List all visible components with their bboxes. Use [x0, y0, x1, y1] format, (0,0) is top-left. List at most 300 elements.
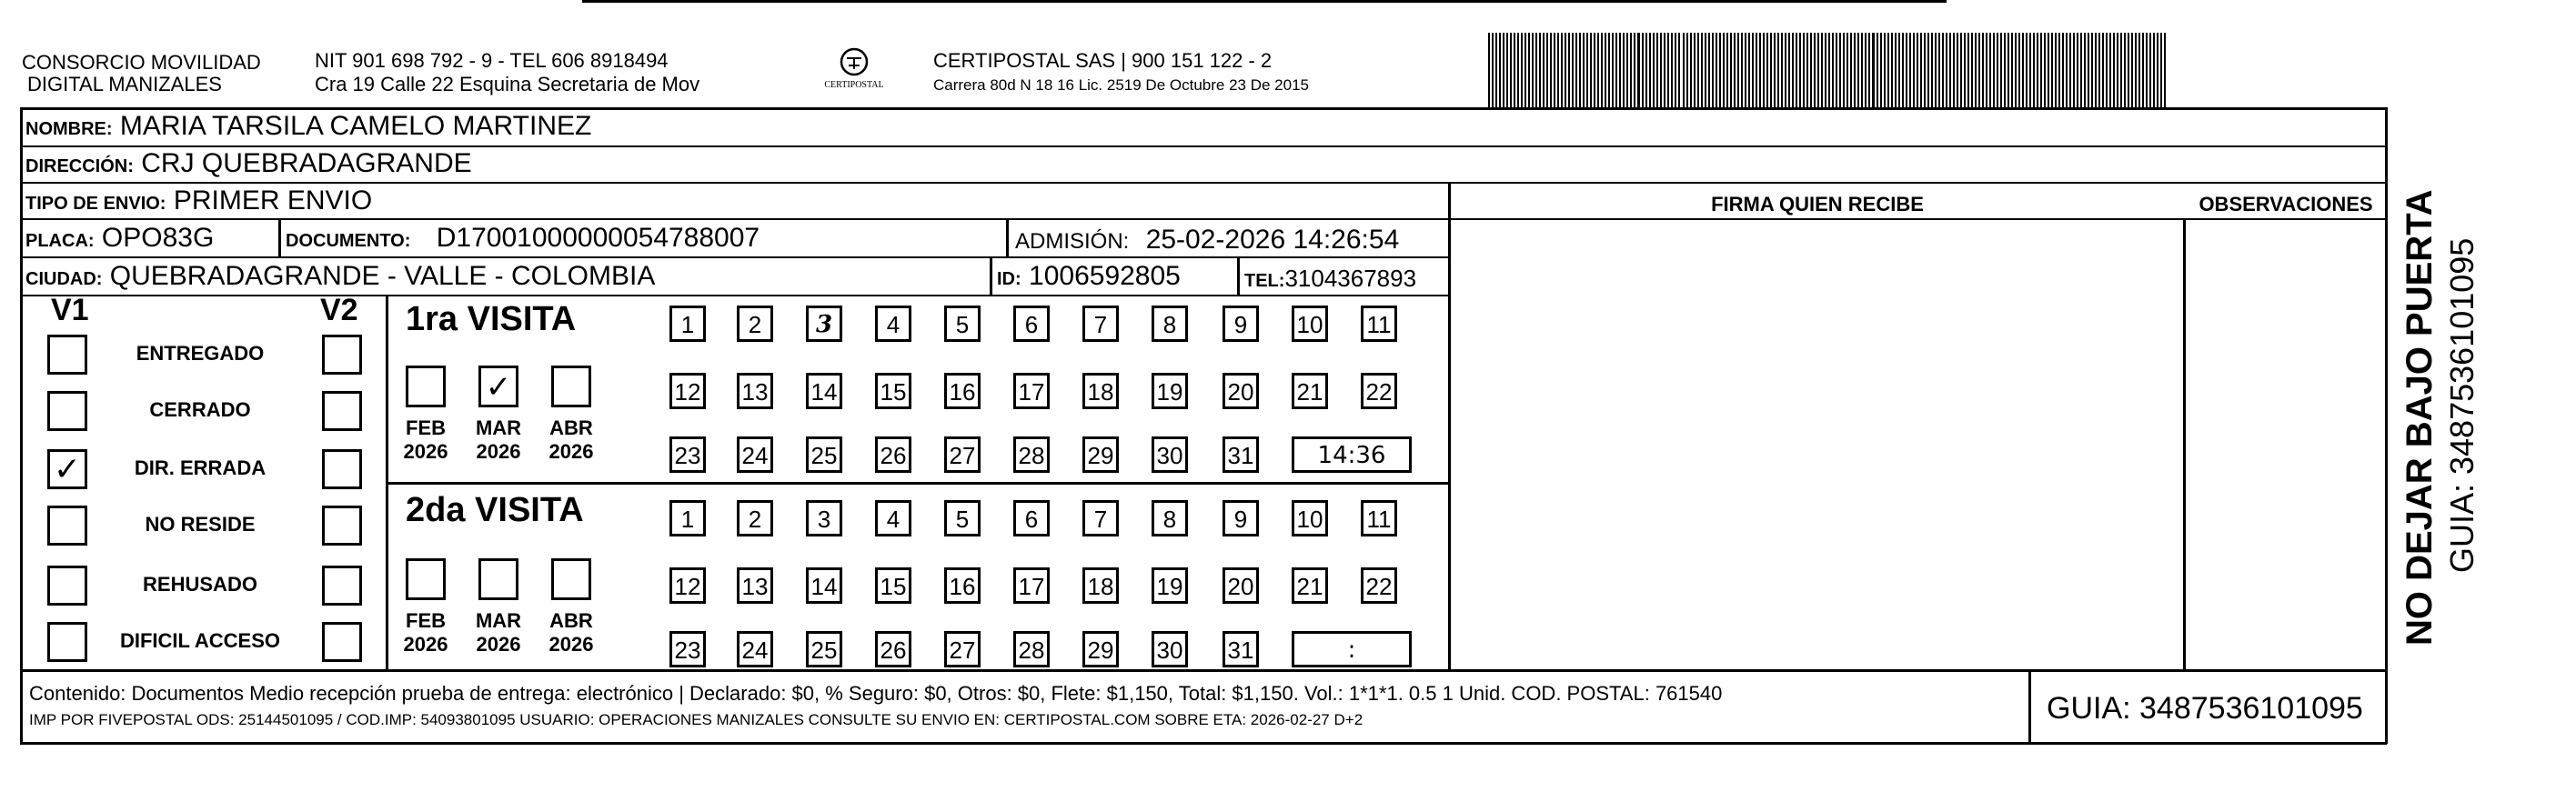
barcode-bar [1763, 33, 1765, 109]
barcode-bar [1895, 33, 1897, 109]
day-box[interactable]: 17 [1013, 567, 1050, 604]
barcode-bar [1861, 33, 1863, 109]
barcode-bar [1935, 33, 1937, 109]
barcode-bar [1726, 33, 1728, 109]
barcode-bar [1737, 33, 1739, 109]
barcode-bar [1887, 33, 1889, 109]
day-box[interactable]: 25 [806, 631, 842, 667]
barcode-bar [1828, 33, 1830, 109]
month-year: 2026 [476, 633, 521, 656]
day-box[interactable]: 15 [875, 567, 911, 604]
barcode-bar [1832, 33, 1834, 109]
barcode-bar [1597, 33, 1599, 109]
barcode-bar [2113, 33, 2115, 109]
day-box[interactable]: 14 [806, 373, 842, 409]
barcode-bar [1572, 33, 1574, 109]
day-box[interactable]: 13 [737, 567, 773, 604]
nombre-value: MARIA TARSILA CAMELO MARTINEZ [119, 111, 592, 141]
barcode-bar [1770, 33, 1772, 109]
month-year: 2026 [403, 633, 448, 656]
tel-field [1244, 263, 1416, 296]
day-box[interactable]: 5 [944, 306, 981, 342]
day-box[interactable]: 12 [669, 567, 706, 604]
frame-top [20, 107, 2387, 110]
barcode-bar [2109, 33, 2111, 109]
day-box[interactable]: 18 [1082, 373, 1119, 409]
v2-checkbox[interactable] [322, 622, 362, 662]
day-box[interactable]: 11 [1361, 500, 1397, 536]
certipostal-info: CERTIPOSTAL SAS | 900 151 122 - 2 [933, 49, 1273, 72]
barcode-bar [1877, 33, 1878, 109]
barcode-bar [2128, 33, 2129, 109]
barcode-bar [2007, 33, 2009, 109]
day-box[interactable]: 6 [1013, 500, 1050, 536]
barcode-bar [1766, 33, 1768, 109]
day-box[interactable]: 2 [737, 500, 773, 536]
barcode-bar [1891, 33, 1893, 109]
status-label: ENTREGADO [136, 342, 265, 365]
barcode-bar [1924, 33, 1926, 109]
nombre-label: NOMBRE: [25, 119, 113, 139]
barcode-bar [1656, 33, 1658, 109]
v2-checkbox[interactable] [322, 506, 362, 546]
barcode-bar [1982, 33, 1984, 109]
day-box[interactable]: 25 [806, 436, 842, 473]
day-box[interactable]: 29 [1082, 631, 1119, 667]
barcode-bar [1550, 33, 1552, 109]
barcode-bar [2058, 33, 2060, 109]
placa-value: OPO83G [101, 223, 215, 253]
barcode-bar [1615, 33, 1617, 109]
direccion-value: CRJ QUEBRADAGRANDE [141, 148, 472, 178]
barcode-bar [2033, 33, 2035, 109]
id-divider [990, 256, 992, 295]
barcode-bar [1605, 33, 1606, 109]
month-year: 2026 [403, 440, 448, 463]
barcode-bar [2138, 33, 2140, 109]
barcode-bar [2066, 33, 2068, 109]
barcode-bar [1557, 33, 1559, 109]
guia-divider [2028, 669, 2031, 744]
barcode-bar [2073, 33, 2075, 109]
day-box[interactable]: 9 [1223, 306, 1259, 342]
barcode-bar [1514, 33, 1515, 109]
barcode-bar [1634, 33, 1635, 109]
barcode-bar [1906, 33, 1907, 109]
tel-value: 3104367893 [1284, 265, 1417, 292]
status-label: CERRADO [149, 398, 251, 421]
barcode-bar [1781, 33, 1783, 109]
month-name: MAR [475, 416, 522, 439]
v1-checkbox[interactable] [47, 391, 87, 431]
day-box[interactable]: 4 [875, 500, 911, 536]
month-year: 2026 [476, 440, 521, 463]
barcode-bar [2160, 33, 2162, 109]
barcode-bar [1694, 33, 1696, 109]
barcode-bar [1619, 33, 1621, 109]
documento-value: D17001000000054788007 [436, 223, 760, 253]
barcode-bar [1748, 33, 1750, 109]
imp-text: IMP POR FIVEPOSTAL ODS: 25144501095 / COD.IMP: 54093801095 USUARIO: OPERACIONES MANIZALES CONSULTE SU ENVIO EN: CERTIPOSTAL.COM SOBRE ETA: 2026-02-27 D+2 [29, 711, 1363, 728]
barcode-bar [1510, 33, 1512, 109]
month-name: FEB [406, 416, 446, 439]
v2-checkbox[interactable] [322, 335, 362, 375]
day-box[interactable]: 3 [806, 306, 842, 342]
day-box[interactable]: 31 [1223, 436, 1259, 473]
v2-checkbox[interactable] [322, 449, 362, 489]
v2-checkbox[interactable] [322, 391, 362, 431]
placa-label: PLACA: [25, 231, 95, 251]
barcode-bar [1774, 33, 1776, 109]
barcode-bar [1678, 33, 1680, 109]
day-box[interactable]: 28 [1013, 436, 1050, 473]
month-name: MAR [475, 609, 522, 632]
barcode-bar [1942, 33, 1944, 109]
day-box[interactable]: 14 [806, 567, 842, 604]
barcode-bar [1756, 33, 1757, 109]
day-box[interactable]: 31 [1223, 631, 1259, 667]
barcode-bar [2084, 33, 2086, 109]
certipostal-license: Carrera 80d N 18 16 Lic. 2519 De Octubre 23 De 2015 [933, 76, 1309, 94]
day-box[interactable]: 5 [944, 500, 981, 536]
barcode-bar [1854, 33, 1856, 109]
barcode-bar [2153, 33, 2155, 109]
admision-value: 25-02-2026 14:26:54 [1145, 225, 1400, 255]
month-checkbox[interactable] [406, 558, 446, 600]
barcode-bar [2004, 33, 2006, 109]
barcode-bar [1671, 33, 1673, 109]
v1-checkbox[interactable]: ✓ [47, 449, 87, 489]
barcode-bar [1836, 33, 1837, 109]
day-box[interactable]: 20 [1223, 373, 1259, 409]
day-box[interactable]: 27 [944, 631, 981, 667]
status-label: DIFICIL ACCESO [119, 629, 280, 652]
barcode-bar [2146, 33, 2148, 109]
day-box[interactable]: 22 [1361, 373, 1397, 409]
barcode-bar [1880, 33, 1882, 109]
ciudad-field [25, 261, 655, 295]
day-box[interactable]: 21 [1292, 567, 1328, 604]
barcode-bar [1949, 33, 1951, 109]
month-name: FEB [406, 609, 446, 632]
barcode-bar [1964, 33, 1966, 109]
day-box[interactable]: 30 [1152, 631, 1188, 667]
barcode-bar [1957, 33, 1958, 109]
barcode-bar [1683, 33, 1685, 109]
day-box[interactable]: 10 [1292, 500, 1328, 536]
barcode-bar [1734, 33, 1736, 109]
day-box[interactable]: 4 [875, 306, 911, 342]
id-field [997, 261, 1181, 295]
frame-left [20, 107, 23, 744]
barcode-bar [2120, 33, 2122, 109]
barcode-bar [2011, 33, 2013, 109]
barcode-bar [1839, 33, 1841, 109]
visit2-title: 2da VISITA [406, 491, 584, 529]
barcode-bar [2026, 33, 2028, 109]
day-box[interactable]: 24 [737, 436, 773, 473]
day-box[interactable]: 8 [1152, 306, 1188, 342]
day-box[interactable]: 16 [944, 373, 981, 409]
barcode-bar [1492, 33, 1494, 109]
contenido-text: Contenido: Documentos Medio recepción prueba de entrega: electrónico | Declarado: $0, % Seguro: $0, Otros: $0, Flete: $1,150, Total: $1,150. Vol.: 1*1*1. 0.5 1 Unid. COD. POSTAL: 761540 [29, 682, 1723, 705]
month-year: 2026 [548, 440, 594, 463]
day-box[interactable]: 21 [1292, 373, 1328, 409]
logo-text: CERTIPOSTAL [824, 80, 884, 90]
tel-label: TEL: [1244, 271, 1285, 291]
day-box[interactable]: 28 [1013, 631, 1050, 667]
day-box[interactable]: 7 [1082, 500, 1119, 536]
day-box[interactable]: 16 [944, 567, 981, 604]
day-box[interactable]: 12 [669, 373, 706, 409]
day-box[interactable]: 11 [1361, 306, 1397, 342]
barcode-bar [1971, 33, 1973, 109]
barcode-bar [1723, 33, 1725, 109]
ciudad-label: CIUDAD: [25, 269, 103, 289]
day-box[interactable]: 1 [669, 500, 706, 536]
visit1-title: 1ra VISITA [406, 300, 577, 338]
firma-header: FIRMA QUIEN RECIBE [1711, 193, 1924, 216]
month-name: ABR [549, 609, 593, 632]
v2-checkbox[interactable] [322, 566, 362, 606]
barcode-bar [1524, 33, 1526, 109]
barcode-bar [1803, 33, 1805, 109]
col-header-line [1448, 218, 2387, 220]
barcode-bar [1920, 33, 1922, 109]
company-name-line2: DIGITAL MANIZALES [27, 73, 222, 95]
footer-line [20, 669, 2387, 672]
month-name: ABR [549, 416, 593, 439]
company-address: Cra 19 Calle 22 Esquina Secretaria de Mov [315, 73, 700, 95]
month-checkbox[interactable] [551, 558, 591, 600]
barcode-bar [2062, 33, 2064, 109]
day-box[interactable]: 22 [1361, 567, 1397, 604]
barcode-bar [1825, 33, 1826, 109]
day-box[interactable]: 20 [1223, 567, 1259, 604]
barcode-bar [1686, 33, 1688, 109]
sign-divider [1448, 182, 1451, 669]
barcode-bar [2077, 33, 2078, 109]
barcode-bar [1517, 33, 1519, 109]
barcode-bar [1967, 33, 1969, 109]
month-checkbox[interactable] [406, 366, 446, 407]
barcode-bar [1594, 33, 1595, 109]
barcode-bar [1898, 33, 1900, 109]
admision-label: ADMISIÓN: [1015, 229, 1130, 254]
barcode-bar [1953, 33, 1955, 109]
barcode-bar [1986, 33, 1987, 109]
month-checkbox[interactable] [551, 366, 591, 407]
barcode [1488, 33, 2168, 109]
month-label [544, 609, 599, 657]
barcode-bar [2157, 33, 2158, 109]
barcode-bar [2055, 33, 2057, 109]
barcode-bar [2029, 33, 2031, 109]
barcode-bar [2135, 33, 2137, 109]
day-box[interactable]: 27 [944, 436, 981, 473]
v1-checkbox[interactable] [47, 566, 87, 606]
barcode-bar [1792, 33, 1794, 109]
barcode-bar [1612, 33, 1614, 109]
v1-checkbox[interactable] [47, 506, 87, 546]
month-label [471, 416, 526, 464]
barcode-bar [1590, 33, 1592, 109]
barcode-bar [1927, 33, 1929, 109]
documento-field [286, 223, 760, 256]
barcode-bar [2088, 33, 2089, 109]
barcode-bar [1649, 33, 1651, 109]
day-box[interactable]: 3 [806, 500, 842, 536]
barcode-bar [1806, 33, 1808, 109]
footer-guia: GUIA: 3487536101095 [2047, 691, 2363, 726]
barcode-bar [1946, 33, 1947, 109]
day-box[interactable]: 7 [1082, 306, 1119, 342]
barcode-bar [1745, 33, 1746, 109]
company-name-line1: CONSORCIO MOVILIDAD [22, 51, 261, 74]
day-box[interactable]: 23 [669, 436, 706, 473]
barcode-bar [2131, 33, 2133, 109]
barcode-bar [1730, 33, 1732, 109]
row-line [20, 182, 2387, 184]
barcode-bar [2037, 33, 2038, 109]
barcode-bar [1506, 33, 1508, 109]
day-box[interactable]: 26 [875, 631, 911, 667]
barcode-bar [2051, 33, 2053, 109]
barcode-bar [1568, 33, 1570, 109]
visit-time-box[interactable]: 14:36 [1292, 436, 1412, 473]
day-box[interactable]: 13 [737, 373, 773, 409]
barcode-bar [1997, 33, 1998, 109]
visit-divider [386, 482, 1448, 485]
barcode-bar [1667, 33, 1669, 109]
v1-checkbox[interactable] [47, 335, 87, 375]
month-label [544, 416, 599, 464]
status-label: REHUSADO [143, 573, 257, 596]
barcode-bar [1521, 33, 1523, 109]
barcode-bar [1645, 33, 1647, 109]
tipo-envio-label: TIPO DE ENVIO: [25, 194, 166, 214]
v1-label: V1 [51, 293, 89, 327]
barcode-bar [1626, 33, 1628, 109]
barcode-bar [1817, 33, 1819, 109]
barcode-bar [1642, 33, 1644, 109]
day-box[interactable]: 26 [875, 436, 911, 473]
month-label [398, 609, 453, 657]
barcode-bar [1909, 33, 1911, 109]
v1-checkbox[interactable] [47, 622, 87, 662]
barcode-bar [1543, 33, 1545, 109]
certipostal-logo [817, 45, 891, 100]
barcode-bar [2117, 33, 2118, 109]
placa-divider [278, 218, 281, 256]
barcode-bar [1554, 33, 1555, 109]
month-label [471, 609, 526, 657]
side-guia: GUIA: 3487536101095 [2443, 237, 2480, 573]
barcode-bar [1608, 33, 1610, 109]
side-warning: NO DEJAR BAJO PUERTA [2400, 189, 2440, 646]
barcode-bar [1814, 33, 1816, 109]
day-box[interactable]: 19 [1152, 567, 1188, 604]
documento-label: DOCUMENTO: [286, 231, 411, 251]
barcode-bar [1993, 33, 1995, 109]
barcode-bar [2091, 33, 2093, 109]
barcode-bar [1701, 33, 1703, 109]
day-box[interactable]: 2 [737, 306, 773, 342]
day-box[interactable]: 10 [1292, 306, 1328, 342]
tipo-envio-field [25, 185, 372, 219]
company-nit: NIT 901 698 792 - 9 - TEL 606 8918494 [315, 49, 669, 72]
day-box[interactable]: 17 [1013, 373, 1050, 409]
barcode-bar [1716, 33, 1717, 109]
barcode-bar [2015, 33, 2017, 109]
ciudad-value: QUEBRADAGRANDE - VALLE - COLOMBIA [109, 261, 656, 291]
day-box[interactable]: 19 [1152, 373, 1188, 409]
barcode-bar [1759, 33, 1761, 109]
barcode-bar [2102, 33, 2104, 109]
barcode-bar [1846, 33, 1848, 109]
day-box[interactable]: 29 [1082, 436, 1119, 473]
day-box[interactable]: 30 [1152, 436, 1188, 473]
day-box[interactable]: 6 [1013, 306, 1050, 342]
barcode-bar [1978, 33, 1980, 109]
barcode-bar [1623, 33, 1625, 109]
id-label: ID: [997, 269, 1021, 289]
row-line [20, 295, 1448, 296]
barcode-bar [2044, 33, 2046, 109]
day-box[interactable]: 23 [669, 631, 706, 667]
barcode-bar [1719, 33, 1721, 109]
day-box[interactable]: 1 [669, 306, 706, 342]
frame-right [2385, 107, 2388, 744]
obs-divider [2183, 220, 2186, 669]
day-box[interactable]: 15 [875, 373, 911, 409]
direccion-label: DIRECCIÓN: [25, 156, 134, 176]
barcode-bar [1857, 33, 1859, 109]
barcode-bar [1975, 33, 1977, 109]
status-label: NO RESIDE [145, 513, 256, 536]
day-box[interactable]: 18 [1082, 567, 1119, 604]
barcode-bar [1637, 33, 1640, 109]
barcode-bar [1575, 33, 1577, 109]
barcode-bar [1630, 33, 1632, 109]
observaciones-header: OBSERVACIONES [2199, 193, 2373, 216]
visit-time-box[interactable]: : [1292, 631, 1412, 667]
month-checkbox[interactable]: ✓ [478, 366, 518, 407]
barcode-bar [1565, 33, 1566, 109]
tipo-envio-value: PRIMER ENVIO [173, 185, 373, 216]
barcode-bar [1579, 33, 1581, 109]
v2-label: V2 [320, 293, 358, 327]
day-box[interactable]: 8 [1152, 500, 1188, 536]
barcode-bar [1810, 33, 1812, 109]
barcode-bar [1989, 33, 1991, 109]
barcode-bar [1741, 33, 1743, 109]
barcode-bar [2124, 33, 2126, 109]
barcode-bar [1960, 33, 1962, 109]
direccion-field [25, 148, 472, 182]
day-box[interactable]: 24 [737, 631, 773, 667]
barcode-bar [2000, 33, 2002, 109]
barcode-bar [2142, 33, 2144, 109]
barcode-bar [1705, 33, 1706, 109]
day-box[interactable]: 9 [1223, 500, 1259, 536]
barcode-bar [2022, 33, 2024, 109]
barcode-bar [1697, 33, 1699, 109]
row-line [20, 145, 2387, 147]
month-checkbox[interactable] [478, 558, 518, 600]
barcode-bar [1884, 33, 1886, 109]
nombre-field [25, 111, 591, 145]
